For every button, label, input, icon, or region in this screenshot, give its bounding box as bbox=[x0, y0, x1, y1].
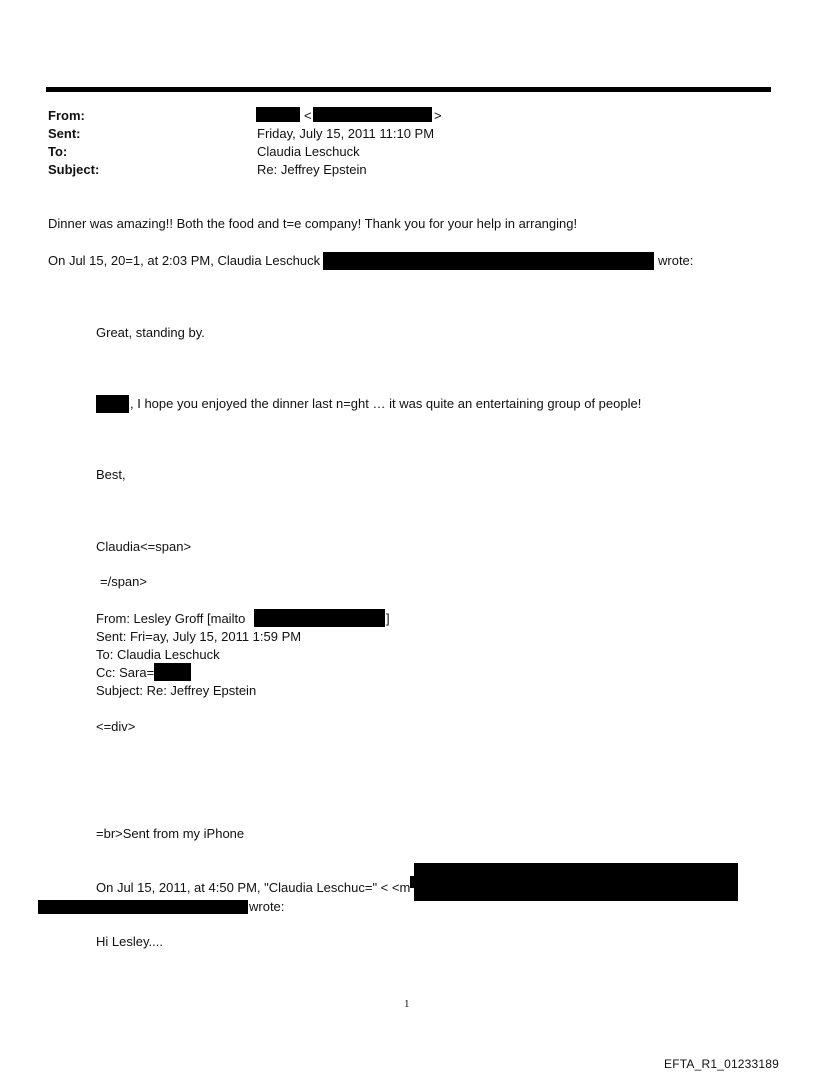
wrote-label: wrote: bbox=[658, 253, 694, 268]
redaction-name bbox=[96, 395, 129, 413]
header-rule bbox=[46, 87, 771, 92]
from-label: From: bbox=[48, 108, 85, 123]
iphone-line: =br>Sent from my iPhone bbox=[96, 826, 245, 841]
fwd-subject-line: Subject: Re: Jeffrey Epstein bbox=[96, 683, 257, 698]
quote-line: On Jul 15, 2011, at 4:50 PM, "Claudia Leschuc=" < <m bbox=[96, 880, 411, 895]
from-open-bracket: < bbox=[304, 108, 312, 123]
document-id: EFTA_R1_01233189 bbox=[664, 1057, 780, 1071]
redaction-email-1 bbox=[323, 252, 654, 270]
hope-line: , I hope you enjoyed the dinner last n=ght … it was quite an entertaining group of people! bbox=[130, 396, 642, 411]
on-date-line: On Jul 15, 20=1, at 2:03 PM, Claudia Leschuck bbox=[48, 253, 321, 268]
redaction-email-3-cont bbox=[38, 900, 248, 914]
fwd-from-bracket: ] bbox=[386, 611, 390, 626]
quote-wrote: wrote: bbox=[249, 899, 285, 914]
great-line: Great, standing by. bbox=[96, 325, 205, 340]
span-close-line: =/span> bbox=[100, 574, 147, 589]
redaction-sender-name bbox=[256, 107, 300, 122]
fwd-cc-line: Cc: Sara= bbox=[96, 665, 155, 680]
page-number: 1 bbox=[404, 998, 410, 1010]
sent-label: Sent: bbox=[48, 126, 81, 141]
sent-value: Friday, July 15, 2011 11:10 PM bbox=[257, 126, 435, 141]
to-label: To: bbox=[48, 144, 68, 159]
to-value: Claudia Leschuck bbox=[257, 144, 360, 159]
redaction-cc bbox=[154, 663, 191, 681]
hi-line: Hi Lesley.... bbox=[96, 934, 163, 949]
redaction-sender-email bbox=[313, 107, 432, 122]
claudia-line: Claudia<=span> bbox=[96, 539, 192, 554]
fwd-sent-line: Sent: Fri=ay, July 15, 2011 1:59 PM bbox=[96, 629, 302, 644]
redaction-email-3 bbox=[414, 863, 738, 901]
subject-label: Subject: bbox=[48, 162, 100, 177]
fwd-from-line: From: Lesley Groff [mailto bbox=[96, 611, 246, 626]
div-line: <=div> bbox=[96, 719, 136, 734]
reply-line: Dinner was amazing!! Both the food and t=e company! Thank you for your help in arranging! bbox=[48, 216, 578, 231]
fwd-to-line: To: Claudia Leschuck bbox=[96, 647, 220, 662]
redaction-email-2 bbox=[254, 609, 385, 627]
subject-value: Re: Jeffrey Epstein bbox=[257, 162, 367, 177]
from-close-bracket: > bbox=[434, 108, 442, 123]
best-line: Best, bbox=[96, 467, 126, 482]
